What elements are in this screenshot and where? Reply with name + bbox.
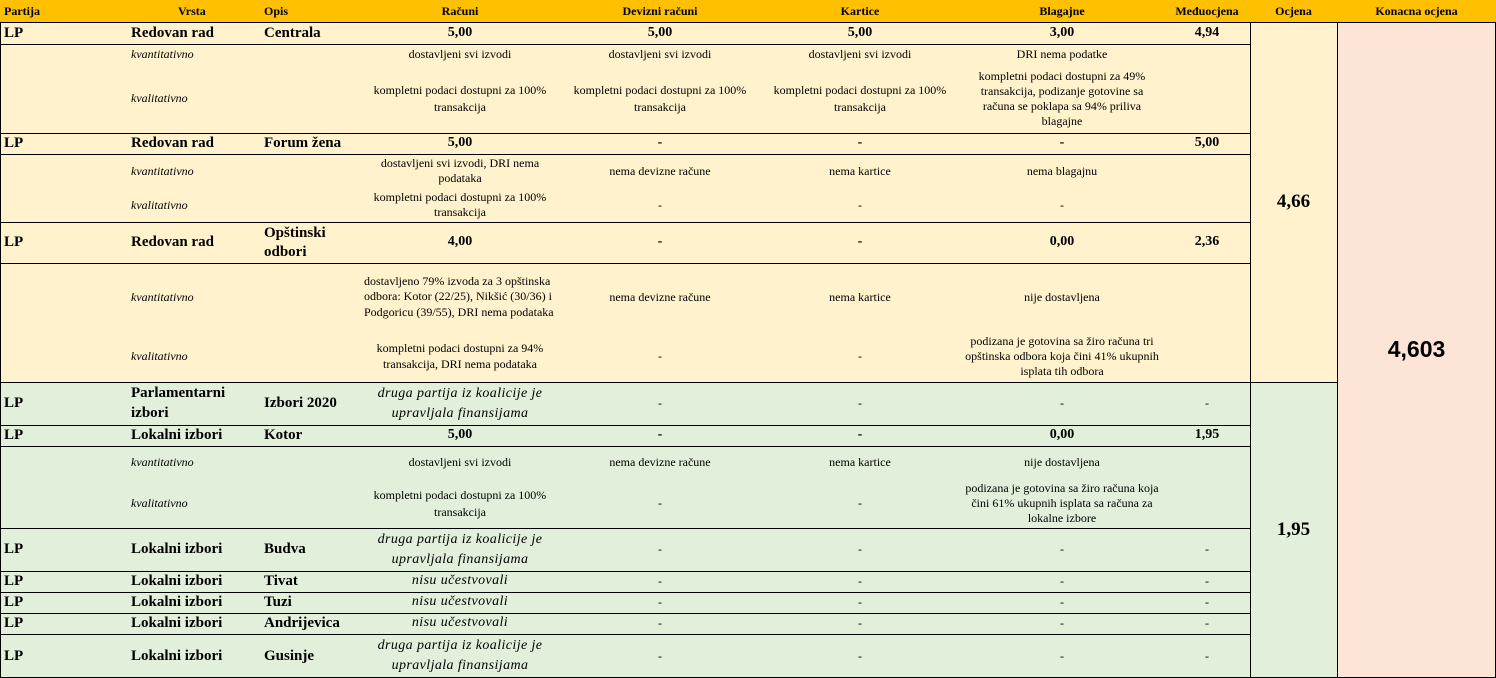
blagajne-value: - [1060, 396, 1064, 411]
kvant-racuni: dostavljeni svi izvodi [408, 46, 512, 61]
row-partija: LP [4, 427, 24, 444]
kartice-value: - [857, 427, 863, 443]
kartice-value: - [858, 648, 862, 663]
kvantitativno-label: kvantitativno [131, 455, 194, 470]
racuni-note: nisu učestvovali [411, 594, 509, 610]
medjuocjena-value: - [1205, 648, 1209, 663]
grid-line [0, 425, 1250, 426]
kvantitativno-label: kvantitativno [131, 46, 194, 61]
konacna-ocjena-value: 4,603 [1387, 336, 1446, 363]
grid-line [0, 22, 1496, 23]
ocjena-redovan-rad: 4,66 [1276, 191, 1311, 213]
kvant-blagajne: nije dostavljena [1024, 289, 1100, 304]
row-opis: Forum žena [264, 135, 342, 152]
row-opis: Kotor [264, 427, 303, 444]
kvant-kartice: nema kartice [829, 163, 891, 178]
racuni-note: druga partija iz koalicije je upravljala finansijama [377, 531, 543, 567]
row-vrsta: Lokalni izbori [131, 573, 223, 590]
grid-line [0, 133, 1250, 134]
header-devizni: Devizni računi [560, 0, 760, 22]
row-vrsta: Parlamentarni izbori [131, 385, 226, 421]
grid-line [0, 592, 1250, 593]
grid-line [1337, 22, 1338, 678]
kvant-kartice: nema kartice [829, 455, 891, 470]
devizni-value: - [657, 427, 663, 443]
kval-racuni: kompletni podaci dostupni za 100% transakcija [373, 190, 547, 219]
kval-racuni: kompletni podaci dostupni za 100% transakcija [373, 488, 547, 519]
header-konacna: Konacna ocjena [1337, 0, 1496, 22]
row-opis: Andrijevica [264, 615, 340, 632]
header-vrsta: Vrsta [178, 0, 238, 22]
racuni-note: nisu učestvovali [411, 615, 509, 631]
ocjena-izbori: 1,95 [1276, 519, 1311, 541]
row-partija: LP [4, 395, 24, 412]
medjuocjena-value: - [1205, 595, 1209, 610]
medjuocjena-value: - [1205, 542, 1209, 557]
kvant-kartice: nema kartice [829, 289, 891, 304]
row-opis: Centrala [264, 24, 321, 41]
kval-devizni: kompletni podaci dostupni za 100% transakcija [573, 83, 747, 114]
devizni-value: - [658, 396, 662, 411]
kvant-devizni: dostavljeni svi izvodi [608, 46, 712, 61]
blagajne-value: - [1060, 542, 1064, 557]
blagajne-value: - [1060, 595, 1064, 610]
row-partija: LP [4, 24, 24, 41]
row-vrsta: Lokalni izbori [131, 541, 223, 558]
grid-line [0, 528, 1250, 529]
kval-blagajne: kompletni podaci dostupni za 49% transakcija, podizanje gotovine sa računa se poklapa sa 94% priliva blagajne [978, 68, 1146, 128]
racuni-note: nisu učestvovali [411, 573, 509, 589]
grid-line [1250, 22, 1251, 678]
racuni-value: 5,00 [447, 427, 473, 443]
row-vrsta: Lokalni izbori [131, 427, 223, 444]
row-opis: Opštinski odbori [264, 224, 326, 260]
row-opis: Budva [264, 541, 306, 558]
row-partija: LP [4, 234, 24, 251]
grid-line [0, 634, 1250, 635]
row-vrsta: Lokalni izbori [131, 647, 223, 664]
header-partija: Partija [4, 0, 84, 22]
medjuocjena-value: 4,94 [1194, 24, 1220, 40]
grid-line [0, 571, 1250, 572]
row-opis: Gusinje [264, 647, 315, 664]
row-partija: LP [4, 615, 24, 632]
row-opis: Tivat [264, 573, 298, 590]
kvantitativno-label: kvantitativno [131, 289, 194, 304]
kvalitativno-label: kvalitativno [131, 91, 188, 106]
blagajne-value: 0,00 [1049, 234, 1075, 250]
kval-racuni: kompletni podaci dostupni za 94% transakcija, DRI nema podataka [376, 340, 544, 371]
row-vrsta: Lokalni izbori [131, 615, 223, 632]
kval-devizni: - [658, 496, 662, 511]
kvalitativno-label: kvalitativno [131, 496, 188, 511]
devizni-value: - [657, 135, 663, 151]
kval-kartice: kompletni podaci dostupni za 100% transakcija [773, 83, 947, 114]
devizni-value: - [658, 595, 662, 610]
racuni-note: druga partija iz koalicije je upravljala finansijama [377, 638, 543, 673]
kval-kartice: - [858, 349, 862, 364]
blagajne-value: - [1060, 574, 1064, 589]
kvalitativno-label: kvalitativno [131, 349, 188, 364]
blagajne-value: - [1060, 616, 1064, 631]
devizni-value: 5,00 [647, 24, 673, 40]
kvalitativno-label: kvalitativno [131, 197, 188, 212]
row-vrsta: Redovan rad [131, 24, 214, 41]
header-racuni: Računi [360, 0, 560, 22]
kval-devizni: - [658, 197, 662, 212]
row-partija: LP [4, 573, 24, 590]
grid-line [0, 613, 1250, 614]
kval-blagajne: podizana je gotovina sa žiro računa tri opštinska odbora koja čini 41% ukupnih isplata tih odbora [965, 334, 1159, 378]
grid-line [0, 446, 1250, 447]
grid-line [0, 44, 1250, 45]
row-partija: LP [4, 541, 24, 558]
medjuocjena-value: - [1205, 616, 1209, 631]
medjuocjena-value: 5,00 [1194, 135, 1220, 151]
header-medjuocjena: Međuocjena [1164, 0, 1250, 22]
kvant-devizni: nema devizne račune [609, 455, 711, 470]
kval-kartice: - [858, 197, 862, 212]
kartice-value: - [858, 574, 862, 589]
kartice-value: 5,00 [847, 24, 873, 40]
kval-blagajne: - [1060, 197, 1064, 212]
devizni-value: - [658, 648, 662, 663]
row-partija: LP [4, 135, 24, 152]
devizni-value: - [658, 542, 662, 557]
devizni-value: - [658, 574, 662, 589]
kartice-value: - [857, 234, 863, 250]
kvant-blagajne: nije dostavljena [1024, 455, 1100, 470]
kartice-value: - [858, 616, 862, 631]
kvant-blagajne: DRI nema podatke [1016, 46, 1108, 61]
row-partija: LP [4, 594, 24, 611]
row-opis: Izbori 2020 [264, 395, 337, 412]
header-kartice: Kartice [760, 0, 960, 22]
medjuocjena-value: 2,36 [1194, 234, 1220, 250]
header-ocjena: Ocjena [1250, 0, 1337, 22]
medjuocjena-value: - [1205, 396, 1209, 411]
grid-line [0, 22, 1, 678]
row-vrsta: Redovan rad [131, 234, 214, 251]
kvantitativno-label: kvantitativno [131, 163, 194, 178]
row-vrsta: Redovan rad [131, 135, 214, 152]
racuni-value: 5,00 [447, 135, 473, 151]
kartice-value: - [857, 135, 863, 151]
blagajne-value: 0,00 [1049, 427, 1075, 443]
devizni-value: - [657, 234, 663, 250]
kvant-devizni: nema devizne račune [609, 289, 711, 304]
row-opis: Tuzi [264, 594, 292, 611]
blagajne-value: - [1060, 648, 1064, 663]
kvant-blagajne: nema blagajnu [1026, 163, 1098, 178]
grid-line [0, 154, 1250, 155]
kvant-racuni: dostavljeni svi izvodi, DRI nema podataka [380, 156, 540, 185]
medjuocjena-value: - [1205, 574, 1209, 589]
racuni-value: 4,00 [447, 234, 473, 250]
row-vrsta: Lokalni izbori [131, 594, 223, 611]
kartice-value: - [858, 396, 862, 411]
kvant-racuni: dostavljeni svi izvodi [408, 455, 512, 470]
medjuocjena-value: 1,95 [1194, 427, 1220, 443]
header-blagajne: Blagajne [960, 0, 1164, 22]
kval-blagajne: podizana je gotovina sa žiro računa koja čini 61% ukupnih isplata sa računa za lokalne izbore [965, 481, 1159, 525]
kvant-kartice: dostavljeni svi izvodi [808, 46, 912, 61]
kartice-value: - [858, 542, 862, 557]
grid-line [0, 263, 1250, 264]
racuni-value: 5,00 [447, 24, 473, 40]
kval-kartice: - [858, 496, 862, 511]
kval-racuni: kompletni podaci dostupni za 100% transakcija [373, 83, 547, 114]
kartice-value: - [858, 595, 862, 610]
kvant-devizni: nema devizne račune [609, 163, 711, 178]
kval-devizni: - [658, 349, 662, 364]
kvant-racuni: dostavljeno 79% izvoda za 3 opštinska odbora: Kotor (22/25), Nikšić (30/36) i Podgoricu (39/55), DRI nema podataka [364, 273, 554, 319]
grid-line [0, 382, 1337, 383]
row-partija: LP [4, 647, 24, 664]
blagajne-value: - [1059, 135, 1065, 151]
grid-line [0, 222, 1250, 223]
header-opis: Opis [264, 0, 324, 22]
blagajne-value: 3,00 [1049, 24, 1075, 40]
racuni-note: druga partija iz koalicije je upravljala finansijama [377, 385, 543, 421]
devizni-value: - [658, 616, 662, 631]
